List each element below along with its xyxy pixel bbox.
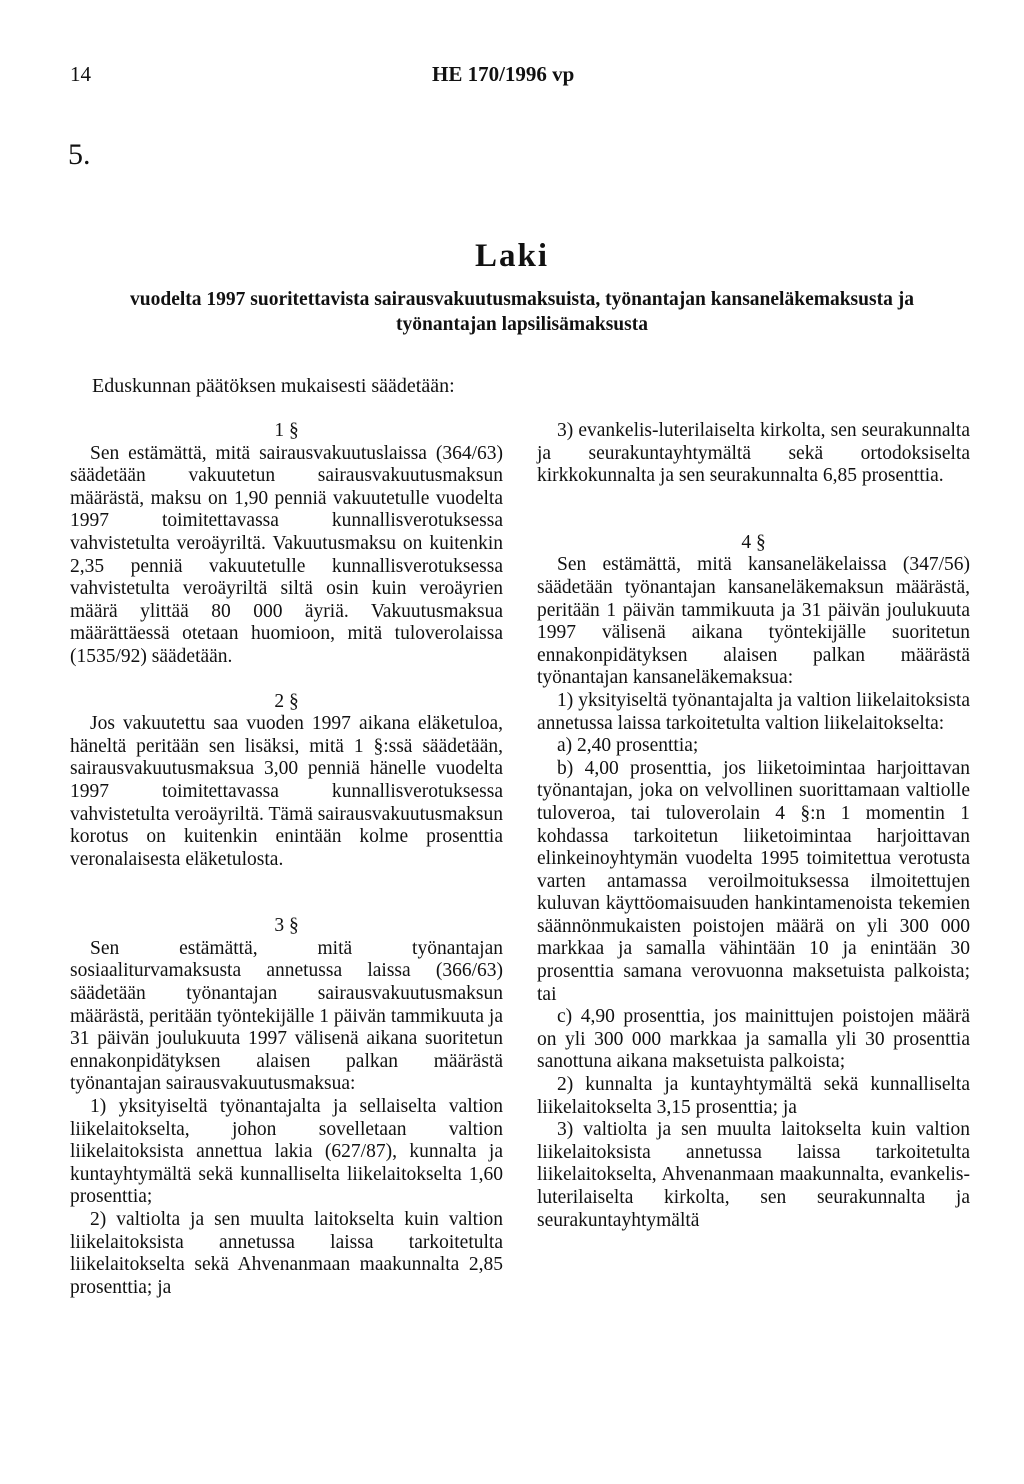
law-number: 5. [68,138,91,171]
section-3-item-2: 2) valtiolta ja sen muulta laitokselta kuin valtion liikelaitoksista annetussa laissa tarkoitetulta liikelaitokselta sekä Ahvenanmaan maakunnalta 2,85 prosenttia; ja [70,1209,503,1298]
section-3-paragraph: Sen estämättä, mitä työnantajan sosiaaliturvamaksusta annetussa laissa (366/63) säädetään työnantajan sairausvakuutusmaksun määrästä, peritään työntekijälle 1 päivän tammikuuta ja 31 päivän joulukuuta 1997 välisenä aikana suoritetun ennakonpidätyksen alaisen palkan määrästä työnantajan sairausvakuutusmaksua: [70,937,503,1095]
section-3-heading: 3 § [274,915,299,937]
section-1-paragraph: Sen estämättä, mitä sairausvakuutuslaissa (364/63) säädetään vakuutetun sairausvakuutusmaksun määrästä, maksu on 1,90 penniä vakuutetulle vuodelta 1997 toimitettavassa kunnallisverotuksessa vahvistetulta veroäyriltä. Vakuutusmaksu on kuitenkin 2,35 penniä vakuutetulle kunnallisverotuksessa vahvistetulta veroäyriltä siltä osin kuin veroäyrien määrä ylittää 80 000 äyriä. Vakuutusmaksua määrättäessä otetaan huomioon, mitä tuloverolaissa (1535/92) säädetään. [70,442,503,667]
section-4-item-1: 1) yksityiseltä työnantajalta ja valtion liikelaitoksista annetussa laissa tarkoitetulta valtion liikelaitokselta: [537,689,970,734]
left-column [70,420,503,1299]
right-column [537,420,970,1232]
section-4-paragraph: Sen estämättä, mitä kansaneläkelaissa (347/56) säädetään työnantajan kansaneläkemaksun määrästä, peritään 1 päivän tammikuuta ja 31 päivän joulukuuta 1997 välisenä aikana työntekijälle suoritetun ennakonpidätyksen alaisen palkan määrästä työnantajan kansaneläkemaksua: [537,554,970,689]
enacting-clause: Eduskunnan päätöksen mukaisesti säädetään: [92,375,455,397]
section-3-item-3: 3) evankelis-luterilaiselta kirkolta, sen seurakunnalta ja seurakuntayhtymältä sekä ortodoksiselta kirkkokunnalta ja sen seurakunnalta 6,85 prosenttia. [537,420,970,487]
section-4-item-1a: a) 2,40 prosenttia; [557,735,699,757]
document-id: HE 170/1996 vp [432,62,575,86]
section-4-item-1b: b) 4,00 prosenttia, jos liiketoimintaa harjoittavan työnantajan, joka on velvollinen suorittamaan valtiolle tuloveroa, tai tuloverolain 4 §:n 1 momentin 1 kohdassa tarkoitetun liiketoimintaa harjoittavan elinkeinoyhtymän vuodelta 1995 toimitettua verotusta varten antamassa veroilmoituksessa ilmoitettujen kuluvan käyttöomaisuuden hankintamenoista tekemien säännönmukaisten poistojen määrä on yli 300 000 markkaa ja samalla vähintään 10 ja enintään 30 prosenttia samana verovuonna maksetuista palkoista; tai [537,757,970,1005]
section-2-heading: 2 § [274,690,299,712]
page-number: 14 [70,62,91,86]
section-4-item-1c: c) 4,90 prosenttia, jos mainittujen poistojen määrä on yli 300 000 markkaa ja samalla yli 30 prosenttia sanottuna aikana maksetuista palkoista; [537,1006,970,1073]
section-3-item-1: 1) yksityiseltä työnantajalta ja sellaiselta valtion liikelaitokselta, johon sovelletaan valtion liikelaitoksista annettua lakia (627/87), kunnalta ja kuntayhtymältä sekä kunnalliselta liikelaitokselta 1,60 prosenttia; [70,1096,503,1208]
law-subtitle [60,287,984,337]
section-2-paragraph: Jos vakuutettu saa vuoden 1997 aikana eläketuloa, häneltä peritään sen lisäksi, mitä 1 §:ssä säädetään, sairausvakuutusmaksua 3,00 penniä hänelle vuodelta 1997 toimitettavassa kunnallisverotuksessa vahvistetulta veroäyriltä. Tämä sairausvakuutusmaksun korotus on kuitenkin enintään kolme prosenttia veronalaisesta eläketulosta. [70,713,503,870]
law-subtitle-line-2: työnantajan lapsilisämaksusta [396,314,648,335]
section-1-heading: 1 § [274,420,299,441]
section-4-item-2: 2) kunnalta ja kuntayhtymältä sekä kunnalliselta liikelaitokselta 3,15 prosenttia; ja [537,1074,970,1118]
law-subtitle-line-1: vuodelta 1997 suoritettavista sairausvakuutusmaksuista, työnantajan kansaneläkemaksusta ja [130,289,914,310]
law-title: Laki [474,238,550,274]
section-4-item-3: 3) valtiolta ja sen muulta laitokselta kuin valtion liikelaitoksista annetussa laissa tarkoitetulta liikelaitokselta, Ahvenanmaan maakunnalta, evankelis-luterilaiselta kirkolta, sen seurakunnalta ja seurakuntayhtymältä [537,1119,970,1231]
section-4-heading: 4 § [741,531,766,553]
